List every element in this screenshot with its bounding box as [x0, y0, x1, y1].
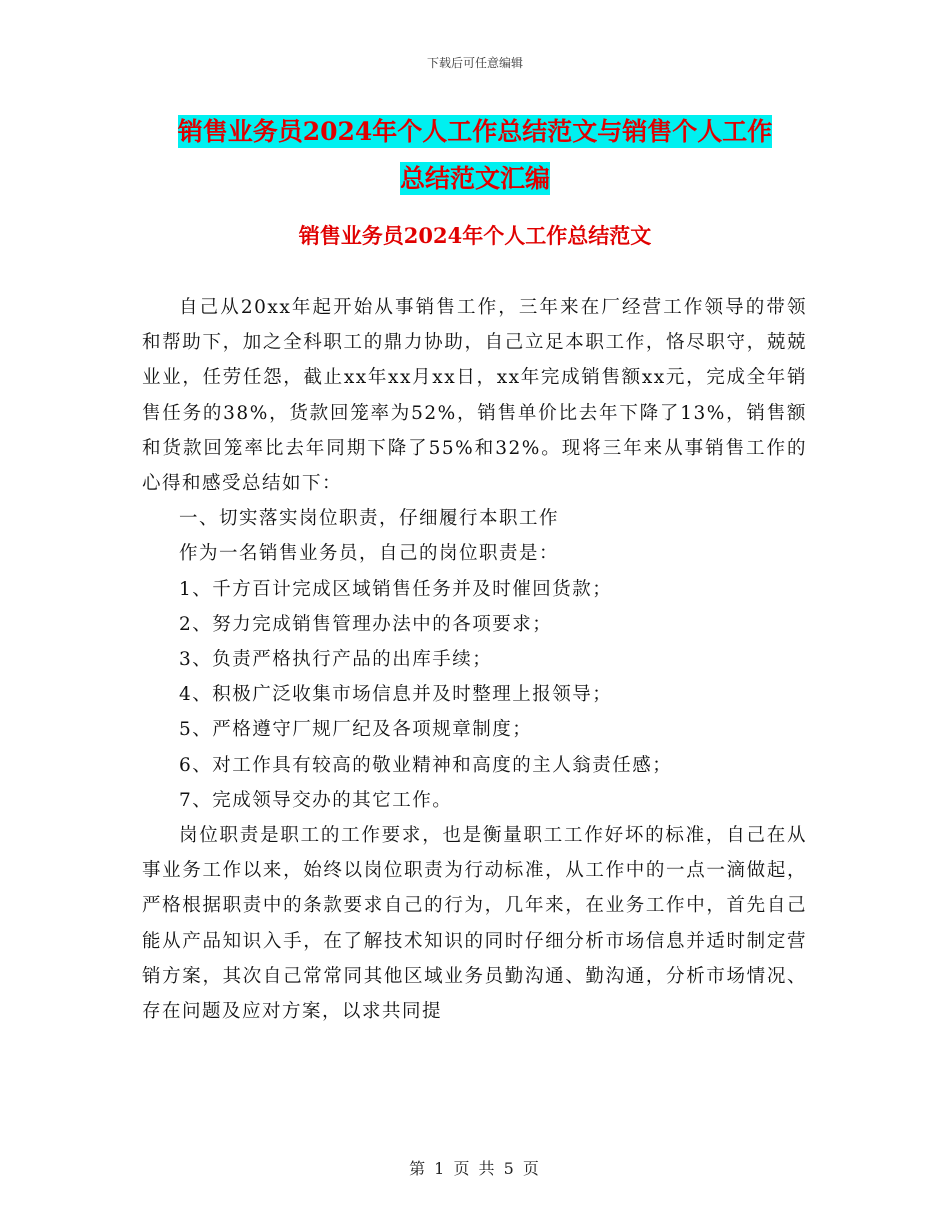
list-item-duty-6: 6、对工作具有较高的敬业精神和高度的主人翁责任感；: [179, 754, 673, 776]
document-body: [142, 290, 807, 1029]
list-item-duty-2: 2、努力完成销售管理办法中的各项要求；: [179, 613, 553, 635]
paragraph-body: 岗位职责是职工的工作要求，也是衡量职工工作好坏的标准，自己在从事业务工作以来，始终以岗位职责为行动标准，从工作中的一点一滴做起，严格根据职责中的条款要求自己的行为，几年来，在业务工作中，首先自己能从产品知识入手，在了解技术知识的同时仔细分析市场信息并适时制定营销方案，其次自己常常同其他区域业务员勤沟通、勤沟通，分析市场情况、存在问题及应对方案，以求共同提: [142, 825, 807, 1023]
list-item-duty-1: 1、千方百计完成区域销售任务并及时催回货款；: [179, 578, 613, 600]
page-footer: 第 1 页 共 5 页: [409, 1159, 541, 1178]
list-item-duty-4: 4、积极广泛收集市场信息并及时整理上报领导；: [179, 684, 613, 706]
header-note: 下载后可任意编辑: [426, 56, 523, 70]
title-line-1: 销售业务员2024年个人工作总结范文与销售个人工作: [177, 117, 773, 146]
paragraph-subheading: 一、切实落实岗位职责，仔细履行本职工作: [179, 508, 560, 530]
paragraph-duties-intro: 作为一名销售业务员，自己的岗位职责是：: [179, 543, 560, 565]
section-heading: 销售业务员2024年个人工作总结范文: [298, 223, 652, 248]
list-item-duty-3: 3、负责严格执行产品的出库手续；: [179, 649, 493, 671]
list-item-duty-5: 5、严格遵守厂规厂纪及各项规章制度；: [179, 719, 533, 741]
list-item-duty-7: 7、完成领导交办的其它工作。: [179, 789, 453, 811]
document-title: [140, 108, 810, 202]
paragraph-intro: 自己从20xx年起开始从事销售工作，三年来在厂经营工作领导的带领和帮助下，加之全科职工的鼎力协助，自己立足本职工作，恪尽职守，兢兢业业，任劳任怨，截止xx年xx月xx日，xx年完成销售额xx元，完成全年销售任务的38%，货款回笼率为52%，销售单价比去年下降了13%，销售额和货款回笼率比去年同期下降了55%和32%。现将三年来从事销售工作的心得和感受总结如下：: [142, 297, 807, 495]
title-line-2: 总结范文汇编: [399, 164, 550, 193]
